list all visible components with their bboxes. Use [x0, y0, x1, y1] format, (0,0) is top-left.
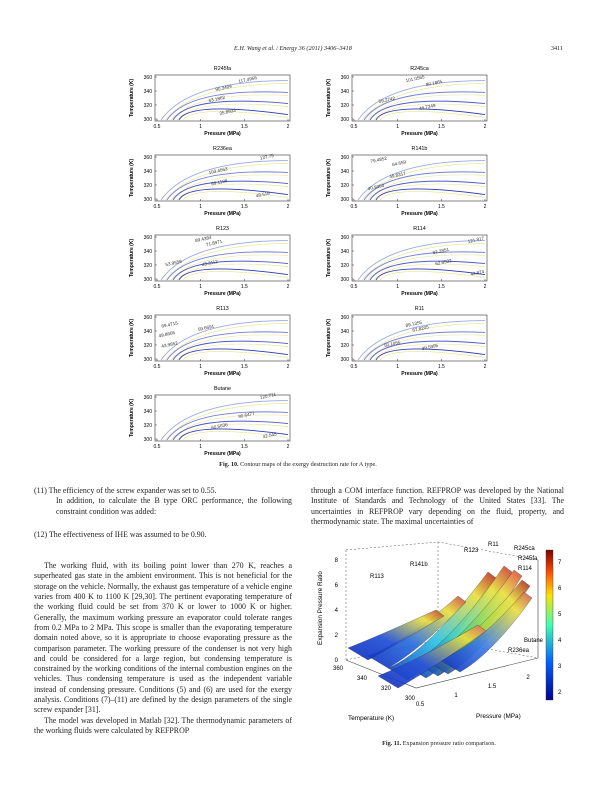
contour-label: 90.3409	[214, 83, 233, 92]
pressure-tick: 1.5	[487, 684, 497, 690]
subplot-x-label: Pressure (MPa)	[204, 211, 241, 217]
subplot-x-tick: 2	[286, 124, 290, 130]
figure-10-caption-label: Fig. 10.	[219, 461, 239, 468]
subplot-y-tick: 340	[143, 329, 152, 335]
subplot-y-tick: 320	[143, 343, 152, 349]
contour-label: 137.75	[259, 152, 275, 161]
subplot-x-tick: 1	[396, 204, 400, 210]
subplot-y-tick: 300	[340, 117, 349, 123]
contour-label: 48.518	[255, 190, 271, 199]
subplot-axes-box	[352, 235, 487, 281]
figure-11-caption-text: Expansion pressure ratio comparison.	[401, 740, 496, 747]
fluid-label: Butane	[524, 638, 544, 644]
z-tick: 6	[334, 583, 338, 589]
subplot-y-tick: 300	[340, 277, 349, 283]
subplot-x-tick: 2	[483, 364, 487, 370]
subplot-title: R113	[216, 306, 229, 312]
contour-label: 67.8205	[411, 324, 430, 333]
subplot-y-tick: 300	[143, 357, 152, 363]
subplot-title: R236ea	[213, 146, 232, 152]
contour-label: 71.8971	[205, 238, 223, 248]
subplot-x-tick: 0.5	[153, 444, 161, 450]
contour-label: 101.0565	[405, 74, 425, 84]
pressure-tick: 1	[454, 693, 458, 699]
subplot-axes-box	[352, 75, 487, 121]
figure-10-caption-text: Contour maps of the exergy destruction rate for A type.	[238, 461, 377, 468]
paragraph-model: The model was developed in Matlab [32]. The thermodynamic parameters of the working fluids were calculated by REFPROP	[34, 715, 292, 735]
subplot-title: Butane	[213, 386, 232, 392]
colorbar-tick: 3	[558, 664, 562, 670]
fluid-label: R245ca	[514, 546, 535, 552]
contour-label: 62.6532	[434, 258, 453, 267]
contour-subplot-svg	[315, 218, 493, 298]
contour-subplot-r114	[315, 218, 493, 298]
subplot-y-label: Temperature (K)	[326, 238, 332, 278]
subplot-y-tick: 340	[143, 89, 152, 95]
eq-11: (11) The efficiency of the screw expander was set to 0.55.	[34, 486, 217, 495]
figure-11	[308, 530, 570, 738]
contour-label: 50.1055	[383, 339, 401, 348]
fluid-label: R245fa	[518, 556, 538, 562]
subplot-y-tick: 360	[143, 315, 152, 321]
contour-label: 59.6691	[197, 323, 215, 332]
eq-12: (12) The effectiveness of IHE was assumed to be 0.90.	[34, 529, 207, 539]
contour-label: 63.1862	[208, 94, 226, 104]
subplot-x-tick: 1	[199, 204, 203, 210]
subplot-y-tick: 360	[340, 155, 349, 161]
contour-subplot-svg	[315, 138, 493, 218]
contour-subplot-svg	[315, 58, 493, 138]
subplot-y-tick: 320	[340, 343, 349, 349]
subplot-y-tick: 320	[143, 423, 152, 429]
contour-subplot-r236ea	[118, 138, 296, 218]
fluid-label: R11	[488, 542, 499, 548]
contour-label: 42.545	[262, 431, 277, 440]
contour-subplot-butane	[118, 378, 296, 458]
contour-label: 117.4956	[237, 75, 258, 84]
subplot-x-tick: 0.5	[350, 284, 358, 290]
contour-subplot-svg	[315, 298, 493, 378]
contour-label: 90.6477	[237, 410, 256, 420]
contour-label: 120.711	[259, 391, 277, 400]
subplot-title: R245fa	[213, 66, 232, 72]
contour-label: 69.1199	[210, 178, 228, 187]
colorbar	[546, 550, 553, 700]
contour-label: 92.2851	[432, 246, 450, 256]
subplot-y-tick: 300	[143, 197, 152, 203]
fluid-label: R114	[518, 566, 532, 572]
contour-label: 49.8317	[388, 170, 407, 180]
subplot-y-tick: 360	[340, 315, 349, 321]
subplot-x-label: Pressure (MPa)	[204, 371, 241, 377]
contour-label: 80.1865	[425, 78, 443, 88]
subplot-y-label: Temperature (K)	[129, 318, 135, 358]
subplot-y-tick: 360	[143, 75, 152, 81]
subplot-y-tick: 320	[143, 183, 152, 189]
fluid-label: R113	[370, 574, 384, 580]
subplot-y-tick: 320	[143, 103, 152, 109]
subplot-title: R114	[413, 226, 426, 232]
subplot-y-label: Temperature (K)	[129, 398, 135, 438]
temperature-tick: 320	[380, 686, 392, 692]
contour-label: 103.4563	[208, 166, 228, 176]
contour-subplot-r113	[118, 298, 296, 378]
subplot-x-tick: 2	[483, 284, 487, 290]
contour-subplot-svg	[118, 218, 296, 298]
paragraph-working-fluid: The working fluid, with its boiling point lower than 270 K, reaches a superheated gas state in the ambient environment. This is not beneficial for the storage on the vehicle. Normally, the exhaust gas temperature of a vehicle engine varies from 400 K to 1100 K [29,30]. The pertinent evaporating temperature of the working fluid could be set from 370 K or lower to 1000 K or higher. Generally, the maximum working pressure an evaporator could tolerate ranges from 0.2 MPa to 2 MPa. This scope is smaller than the evaporating temperature domain noted above, so it is appropriate to choose evaporating pressure as the comparison parameter. The working pressure of the condenser is not very high and could be considered for a large region, but condensing temperature is constrained by the working conditions of the internal combustion engines on the vehicles. Thus condensing temperature is used as the independent variable instead of condensing pressure. Conditions (5) and (6) are used for the exergy analysis. Conditions (7)–(11) are defined by the design parameters of the single screw expander [31].	[34, 561, 292, 715]
subplot-y-label: Temperature (K)	[129, 238, 135, 278]
contour-subplot-r141b	[315, 138, 493, 218]
subplot-title: R141b	[411, 146, 428, 152]
z-tick: 4	[334, 608, 338, 614]
subplot-y-tick: 340	[143, 249, 152, 255]
subplot-y-tick: 360	[143, 155, 152, 161]
temperature-axis-label: Temperature (K)	[348, 715, 395, 722]
pressure-axis-label: Pressure (MPa)	[476, 713, 521, 720]
subplot-x-label: Pressure (MPa)	[204, 451, 241, 457]
subplot-title: R11	[414, 306, 425, 312]
subplot-y-label: Temperature (K)	[326, 158, 332, 198]
figure-11-plot	[308, 530, 570, 738]
subplot-y-tick: 300	[143, 437, 152, 443]
fluid-label: R141b	[410, 562, 428, 568]
subplot-x-tick: 1	[396, 124, 400, 130]
subplot-x-tick: 1.5	[437, 204, 445, 210]
page-number: 3411	[550, 45, 563, 52]
paragraph-refprop: through a COM interface function. REFPROP was developed by the National Institute of Standards and Technology of the United States [33]. The uncertainties in REFPROP vary depending on the fluid, property, and thermodynamic state. The maximal uncertainties of	[311, 486, 564, 526]
subplot-x-tick: 1.5	[240, 444, 248, 450]
subplot-y-tick: 320	[340, 263, 349, 269]
colorbar-tick: 6	[558, 586, 562, 592]
temperature-tick: 300	[404, 696, 416, 702]
subplot-x-tick: 0.5	[153, 364, 161, 370]
contour-label: 39.5995	[421, 342, 439, 352]
contour-label: 43.3112	[201, 258, 219, 268]
contour-subplot-svg	[118, 378, 296, 458]
running-header: E.H. Wang et al. / Energy 36 (2011) 3406–3418	[234, 45, 352, 52]
contour-label: 89.1355	[405, 319, 423, 328]
contour-subplot-r245fa	[118, 58, 296, 138]
contour-label: 69.4715	[160, 320, 179, 329]
contour-subplot-svg	[118, 58, 296, 138]
subplot-x-tick: 1.5	[437, 364, 445, 370]
pressure-tick: 2	[526, 675, 530, 681]
subplot-y-label: Temperature (K)	[129, 78, 135, 118]
contour-label: 121.917	[467, 235, 485, 244]
subplot-x-tick: 0.5	[350, 364, 358, 370]
subplot-x-tick: 1.5	[240, 364, 248, 370]
subplot-x-tick: 0.5	[153, 284, 161, 290]
subplot-y-tick: 340	[143, 409, 152, 415]
subplot-x-tick: 1	[396, 284, 400, 290]
z-tick: 8	[334, 558, 338, 564]
subplot-y-tick: 340	[340, 169, 349, 175]
contour-subplot-svg	[118, 298, 296, 378]
subplot-y-tick: 300	[340, 197, 349, 203]
figure-11-caption-label: Fig. 11.	[382, 740, 402, 747]
subplot-x-label: Pressure (MPa)	[401, 211, 438, 217]
subplot-axes-box	[155, 235, 290, 281]
contour-label: 49.8666	[158, 330, 176, 339]
figure-10-caption	[118, 461, 478, 468]
contour-label: 40.9353	[367, 182, 385, 192]
colorbar-tick: 7	[558, 560, 562, 566]
subplot-y-tick: 340	[340, 329, 349, 335]
z-axis-label: Expansion Pressure Ratio	[317, 571, 324, 645]
subplot-x-label: Pressure (MPa)	[401, 131, 438, 137]
contour-label: 64.659	[391, 159, 407, 168]
subplot-x-label: Pressure (MPa)	[401, 371, 438, 377]
subplot-y-tick: 300	[143, 277, 152, 283]
subplot-y-tick: 340	[143, 169, 152, 175]
subplot-x-label: Pressure (MPa)	[204, 131, 241, 137]
subplot-x-tick: 2	[286, 204, 290, 210]
subplot-y-tick: 340	[340, 249, 349, 255]
contour-label: 60.5636	[210, 422, 229, 431]
subplot-x-tick: 1	[199, 444, 203, 450]
temperature-tick: 360	[332, 666, 344, 672]
subplot-x-tick: 0.5	[153, 124, 161, 130]
left-column	[34, 486, 292, 736]
contour-subplot-svg	[118, 138, 296, 218]
colorbar-tick: 4	[558, 638, 562, 644]
subplot-x-tick: 1	[199, 364, 203, 370]
right-column	[311, 486, 564, 527]
contour-label: 44.874	[469, 268, 485, 277]
subplot-x-tick: 1.5	[240, 124, 248, 130]
subplot-y-tick: 340	[340, 89, 349, 95]
subplot-x-tick: 1.5	[437, 124, 445, 130]
contour-label: 59.2742	[378, 95, 396, 104]
subplot-x-tick: 1.5	[240, 284, 248, 290]
temperature-tick: 340	[356, 676, 368, 682]
subplot-x-label: Pressure (MPa)	[204, 291, 241, 297]
subplot-y-label: Temperature (K)	[129, 158, 135, 198]
pressure-tick: 0.5	[415, 702, 425, 708]
subplot-x-tick: 0.5	[350, 124, 358, 130]
figure-10	[118, 58, 487, 468]
subplot-y-tick: 360	[143, 235, 152, 241]
subplot-x-tick: 0.5	[153, 204, 161, 210]
subplot-x-label: Pressure (MPa)	[401, 291, 438, 297]
subplot-x-tick: 1.5	[240, 204, 248, 210]
subplot-x-tick: 2	[286, 444, 290, 450]
subplot-title: R123	[216, 226, 229, 232]
subplot-y-tick: 320	[340, 103, 349, 109]
figure-11-caption	[308, 740, 570, 747]
subplot-y-label: Temperature (K)	[326, 78, 332, 118]
contour-label: 35.8933	[218, 107, 237, 116]
subplot-title: R245ca	[410, 66, 429, 72]
z-tick: 0	[334, 658, 338, 664]
colorbar-tick: 5	[558, 612, 562, 618]
subplot-x-tick: 1	[396, 364, 400, 370]
fluid-label: R123	[464, 548, 479, 554]
subplot-y-tick: 300	[340, 357, 349, 363]
contour-subplot-r11	[315, 298, 493, 378]
subplot-y-tick: 320	[143, 263, 152, 269]
paragraph-addition: In addition, to calculate the B type ORC performance, the following constraint condition was added:	[56, 496, 292, 516]
subplot-x-tick: 2	[286, 364, 290, 370]
contour-label: 79.4852	[370, 155, 388, 164]
subplot-y-tick: 320	[340, 183, 349, 189]
subplot-y-tick: 360	[340, 75, 349, 81]
subplot-y-tick: 360	[340, 235, 349, 241]
subplot-y-tick: 360	[143, 395, 152, 401]
subplot-x-tick: 2	[286, 284, 290, 290]
contour-label: 43.9852	[160, 340, 179, 349]
contour-label: 89.4384	[194, 234, 212, 244]
colorbar-tick: 2	[558, 690, 562, 696]
subplot-y-label: Temperature (K)	[326, 318, 332, 358]
subplot-x-tick: 1	[199, 284, 203, 290]
subplot-x-tick: 2	[483, 204, 487, 210]
subplot-x-tick: 2	[483, 124, 487, 130]
contour-subplot-r245ca	[315, 58, 493, 138]
subplot-y-tick: 300	[143, 117, 152, 123]
subplot-x-tick: 1.5	[437, 284, 445, 290]
z-tick: 2	[334, 633, 338, 639]
subplot-x-tick: 0.5	[350, 204, 358, 210]
contour-label: 46.7249	[418, 102, 436, 112]
subplot-x-tick: 1	[199, 124, 203, 130]
contour-subplot-r123	[118, 218, 296, 298]
fluid-label: R236ea	[508, 648, 530, 654]
contour-label: 53.9559	[164, 258, 183, 268]
